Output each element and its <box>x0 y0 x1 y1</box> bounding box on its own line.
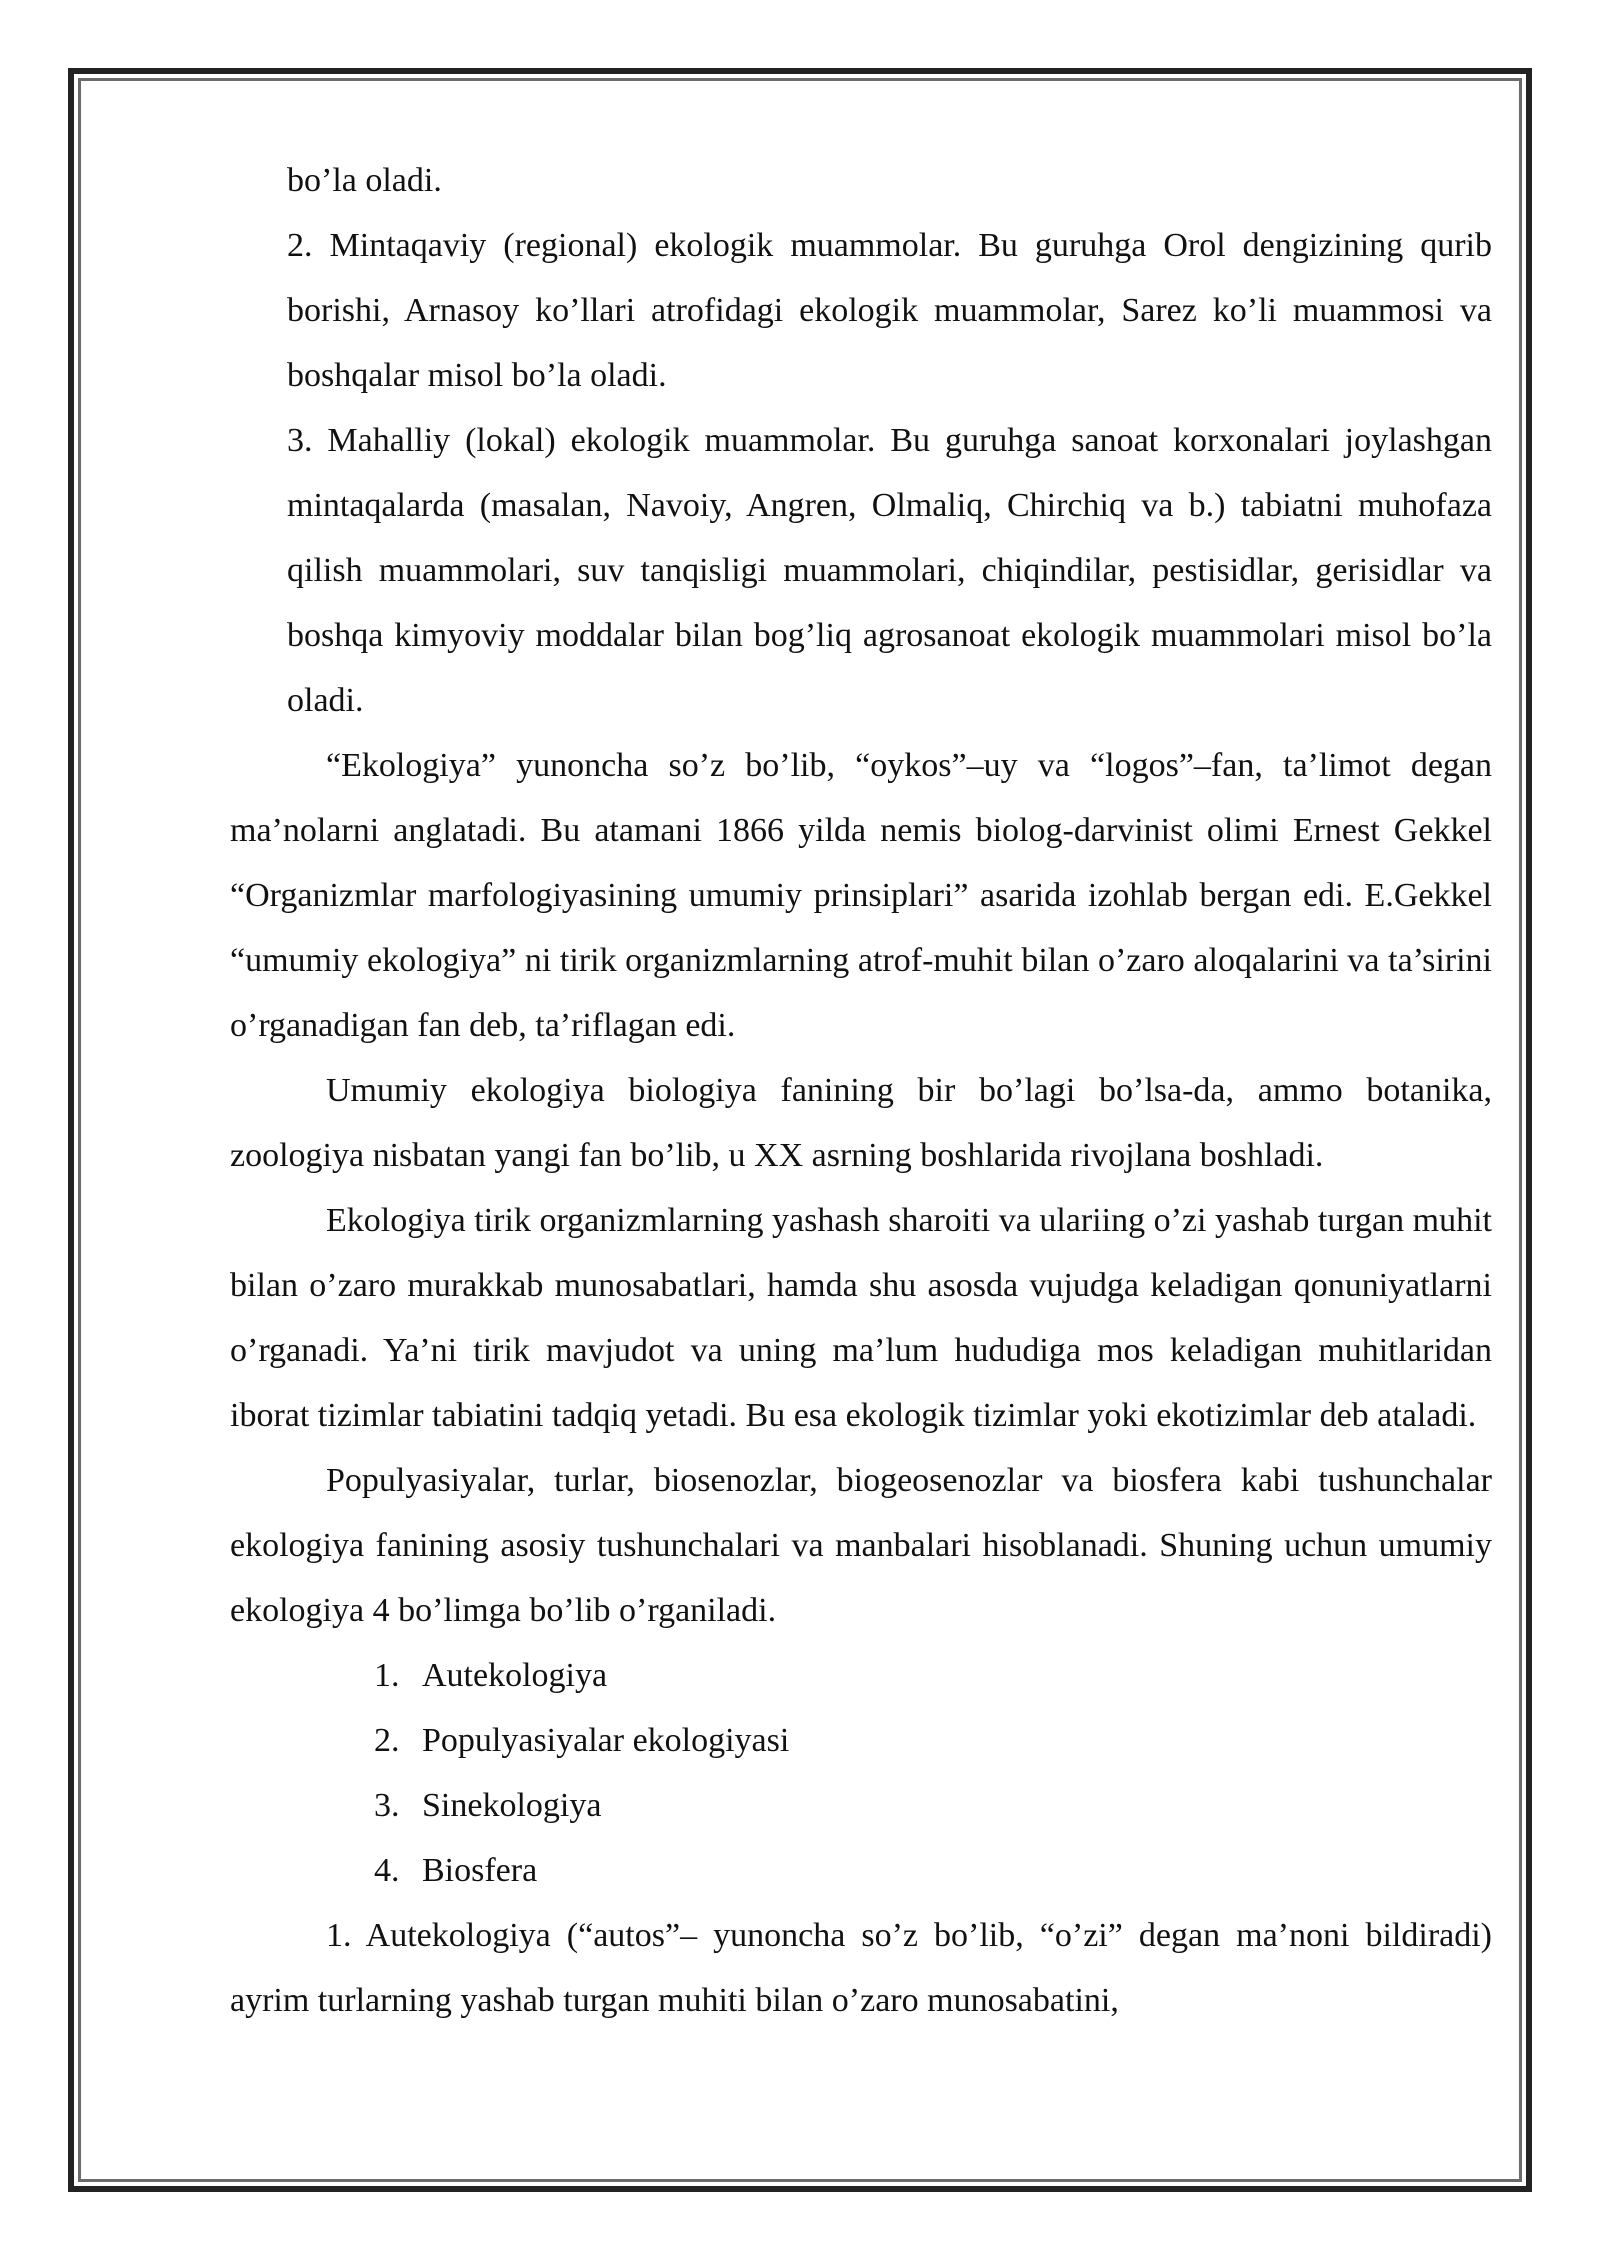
list-item <box>230 1708 1492 1773</box>
paragraph-local-problems: 3. Mahalliy (lokal) ekologik muammolar. Bu guruhga sanoat korxonalari joylashgan mintaqalarda (masalan, Navoiy, Angren, Olmaliq, Chirchiq va b.) tabiatni muhofaza qilish muammolari, suv tanqisligi muammolari, chiqindilar, pestisidlar, gerisidlar va boshqa kimyoviy moddalar bilan bog’liq agrosanoat ekologik muammolari misol bo’la oladi. <box>287 422 1492 719</box>
list-item <box>230 1643 1492 1708</box>
document-body <box>230 148 1492 2033</box>
list-item-number: 4. <box>374 1852 400 1889</box>
list-item <box>230 1838 1492 1903</box>
list-item-text: Sinekologiya <box>422 1787 602 1824</box>
paragraph-concepts: Populyasiyalar, turlar, biosenozlar, biogeosenozlar va biosfera kabi tushunchalar ekologiya fanining asosiy tushunchalari va manbalari hisoblanadi. Shuning uchun umumiy ekologiya 4 bo’limga bo’lib o’rganiladi. <box>230 1462 1492 1629</box>
paragraph-continuation: bo’la oladi. <box>287 162 442 199</box>
paragraph-ecology-definition: “Ekologiya” yunoncha so’z bo’lib, “oykos”–uy va “logos”–fan, ta’limot degan ma’nolarni anglatadi. Bu atamani 1866 yilda nemis biolog-darvinist olimi Ernest Gekkel “Organizmlar marfologiyasining umumiy prinsiplari” asarida izohlab bergan edi. E.Gekkel “umumiy ekologiya” ni tirik organizmlarning atrof-muhit bilan o’zaro aloqalarini va ta’sirini o’rganadigan fan deb, ta’riflagan edi. <box>230 747 1492 1044</box>
list-item-text: Populyasiyalar ekologiyasi <box>422 1722 790 1759</box>
list-item <box>230 1773 1492 1838</box>
list-item-text: Autekologiya <box>422 1657 608 1694</box>
paragraph-autecology: 1. Autekologiya (“autos”– yunoncha so’z bo’lib, “o’zi” degan ma’noni bildiradi) ayrim turlarning yashab turgan muhiti bilan o’zaro munosabatini, <box>230 1917 1492 2019</box>
list-item-number: 3. <box>374 1787 400 1824</box>
list-item-number: 2. <box>374 1722 400 1759</box>
paragraph-ecology-study: Ekologiya tirik organizmlarning yashash sharoiti va ulariing o’zi yashab turgan muhit bilan o’zaro murakkab munosabatlari, hamda shu asosda vujudga keladigan qonuniyatlarni o’rganadi. Ya’ni tirik mavjudot va uning ma’lum hududiga mos keladigan muhitlaridan iborat tizimlar tabiatini tadqiq yetadi. Bu esa ekologik tizimlar yoki ekotizimlar deb ataladi. <box>230 1202 1492 1434</box>
list-item-number: 1. <box>374 1657 400 1694</box>
ecology-sections-list <box>230 1643 1492 1903</box>
paragraph-general-ecology: Umumiy ekologiya biologiya fanining bir bo’lagi bo’lsa-da, ammo botanika, zoologiya nisbatan yangi fan bo’lib, u XX asrning boshlarida rivojlana boshladi. <box>230 1072 1492 1174</box>
list-item-text: Biosfera <box>422 1852 538 1889</box>
paragraph-regional-problems: 2. Mintaqaviy (regional) ekologik muammolar. Bu guruhga Orol dengizining qurib borishi, Arnasoy ko’llari atrofidagi ekologik muammolar, Sarez ko’li muammosi va boshqalar misol bo’la oladi. <box>287 227 1492 394</box>
